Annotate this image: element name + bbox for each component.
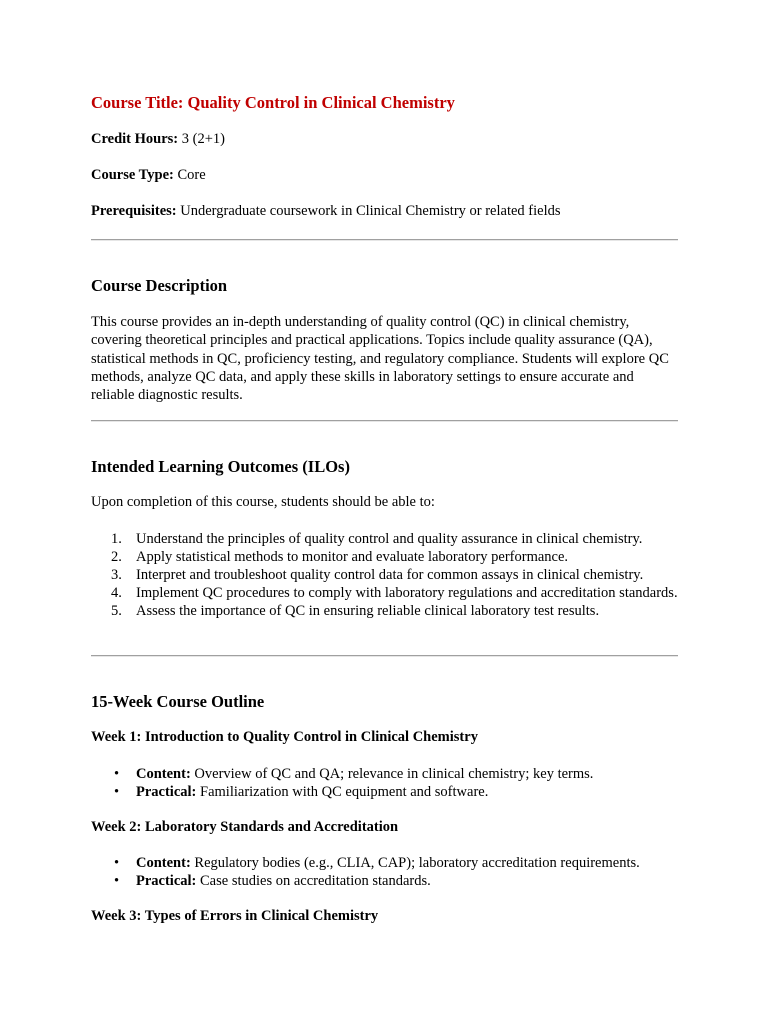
list-item [91, 566, 681, 584]
list-item [91, 548, 681, 566]
list-text: Implement QC procedures to comply with laboratory regulations and accreditation standards. [136, 585, 678, 602]
prerequisites-value: Undergraduate coursework in Clinical Chemistry or related fields [176, 203, 561, 219]
list-number: 1. [111, 531, 122, 547]
divider-3 [91, 655, 678, 657]
list-item [91, 783, 681, 801]
list-item [91, 584, 681, 602]
list-text: Apply statistical methods to monitor and evaluate laboratory performance. [136, 549, 569, 566]
course-type [91, 167, 206, 184]
course-title: Course Title: Quality Control in Clinical Chemistry [91, 93, 455, 112]
divider-2 [91, 420, 678, 422]
prerequisites-label: Prerequisites: [91, 203, 177, 219]
content-label: Content: [136, 855, 191, 871]
practical-text: Case studies on accreditation standards. [196, 873, 431, 890]
list-number: 5. [111, 603, 122, 620]
prerequisites [91, 203, 561, 220]
list-number: 4. [111, 585, 122, 602]
list-number: 3. [111, 567, 122, 584]
list-item [91, 602, 681, 620]
week-2-title: Week 2: Laboratory Standards and Accreditation [91, 819, 399, 835]
ilos-heading: Intended Learning Outcomes (ILOs) [91, 457, 350, 476]
course-type-label: Course Type: [91, 167, 174, 183]
description-heading: Course Description [91, 276, 228, 295]
bullet: • [114, 784, 120, 801]
week-1-title: Week 1: Introduction to Quality Control in Clinical Chemistry [91, 729, 478, 745]
week-3-title: Week 3: Types of Errors in Clinical Chemistry [91, 908, 379, 924]
credit-hours [91, 131, 225, 148]
description-text: This course provides an in-depth understanding of quality control (QC) in clinical chemistry, covering theoretical principles and practical applications. Topics include quality assurance (QA), statistical methods in QC, proficiency testing, and regulatory compliance. Students will explore QC methods, analyze QC data, and apply these skills in laboratory settings to ensure accurate and reliable diagnostic results. [91, 314, 669, 404]
credit-hours-label: Credit Hours: [91, 131, 179, 147]
bullet: • [114, 855, 120, 871]
credit-hours-value: 3 (2+1) [178, 131, 225, 147]
list-item [91, 765, 681, 783]
practical-label: Practical: [136, 784, 197, 801]
list-item [91, 872, 681, 890]
list-text: Understand the principles of quality control and quality assurance in clinical chemistry. [136, 531, 643, 547]
divider-1 [91, 239, 678, 241]
bullet: • [114, 873, 120, 890]
content-label: Content: [136, 766, 191, 782]
ilos-list [91, 530, 681, 620]
outline-heading: 15-Week Course Outline [91, 692, 265, 711]
practical-text: Familiarization with QC equipment and software. [196, 784, 489, 801]
content-text: Overview of QC and QA; relevance in clinical chemistry; key terms. [190, 766, 594, 782]
week-2-list [91, 854, 681, 890]
bullet: • [114, 766, 120, 782]
list-number: 2. [111, 549, 122, 566]
course-type-value: Core [173, 167, 206, 183]
list-item [91, 530, 681, 548]
content-text: Regulatory bodies (e.g., CLIA, CAP); laboratory accreditation requirements. [190, 855, 640, 871]
practical-label: Practical: [136, 873, 197, 890]
list-text: Interpret and troubleshoot quality control data for common assays in clinical chemistry. [136, 567, 644, 584]
week-1-list [91, 765, 681, 801]
ilos-intro: Upon completion of this course, students should be able to: [91, 494, 435, 510]
list-item [91, 854, 681, 872]
list-text: Assess the importance of QC in ensuring reliable clinical laboratory test results. [136, 603, 600, 620]
